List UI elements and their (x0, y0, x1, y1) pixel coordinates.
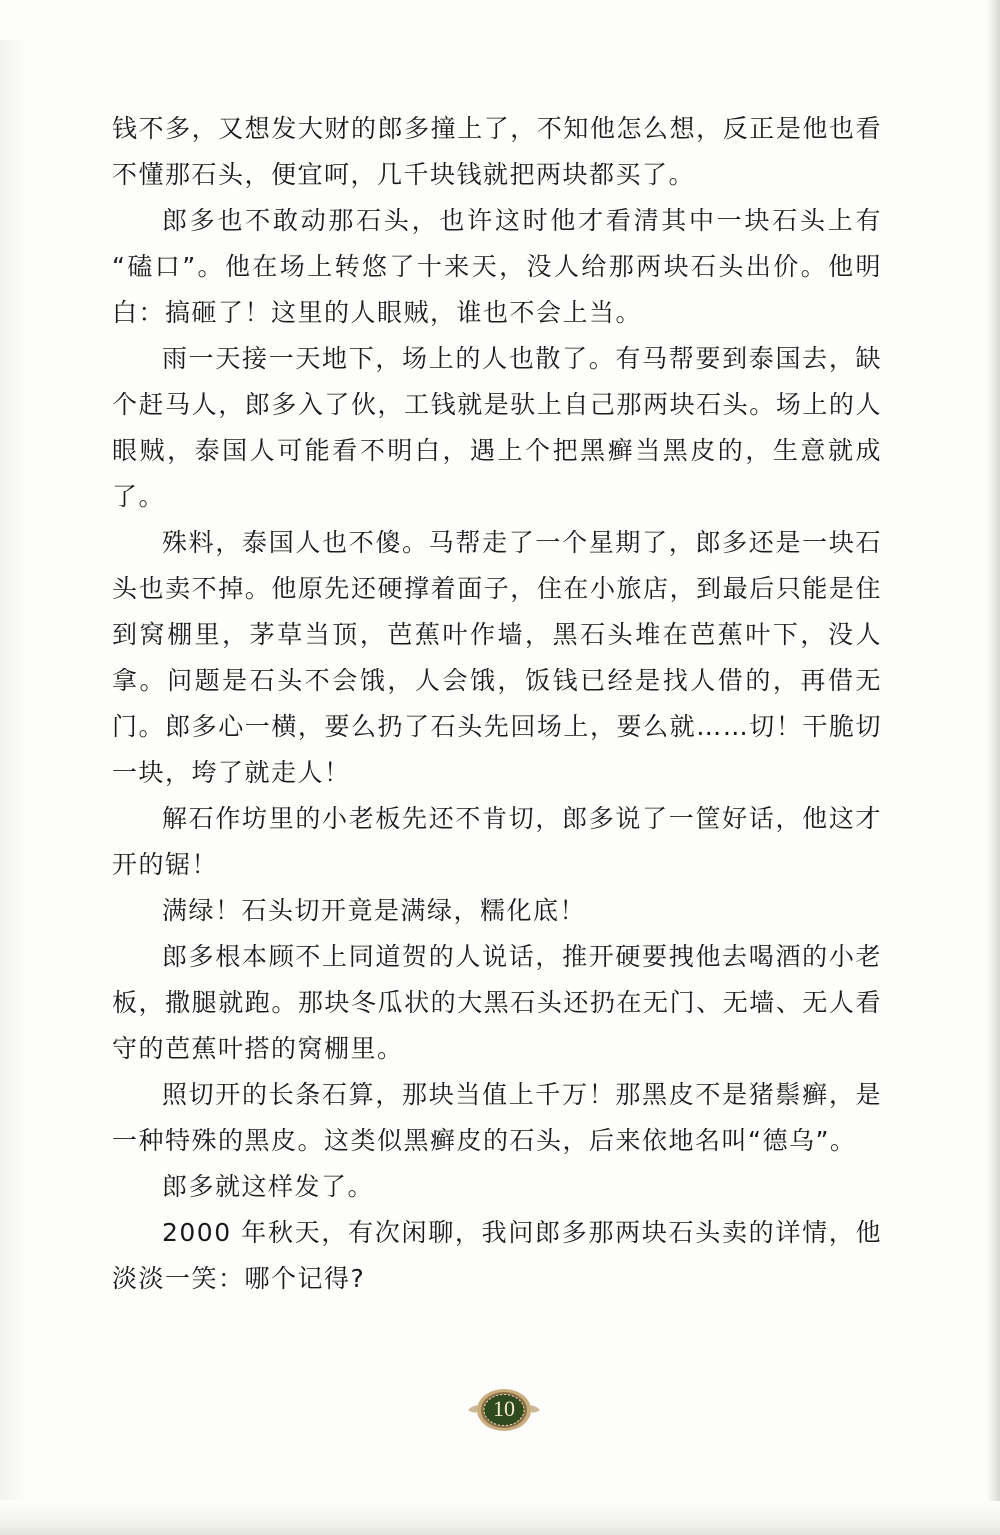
body-text (112, 106, 882, 1302)
paragraph: 照切开的长条石算，那块当值上千万！那黑皮不是猪鬃癣，是一种特殊的黑皮。这类似黑癣皮的石头，后来依地名叫“德乌”。 (112, 1080, 882, 1155)
paragraph: 雨一天接一天地下，场上的人也散了。有马帮要到泰国去，缺个赶马人，郎多入了伙，工钱就是驮上自己那两块石头。场上的人眼贼，泰国人可能看不明白，遇上个把黑癣当黑皮的，生意就成了。 (112, 344, 882, 511)
paragraph: 钱不多，又想发大财的郎多撞上了，不知他怎么想，反正是他也看不懂那石头，便宜呵，几千块钱就把两块都买了。 (112, 114, 882, 189)
paragraph: 殊料，泰国人也不傻。马帮走了一个星期了，郎多还是一块石头也卖不掉。他原先还硬撑着面子，住在小旅店，到最后只能是住到窝棚里，茅草当顶，芭蕉叶作墙，黑石头堆在芭蕉叶下，没人拿。问题是石头不会饿，人会饿，饭钱已经是找人借的，再借无门。郎多心一横，要么扔了石头先回场上，要么就……切！干脆切一块，垮了就走人！ (112, 528, 882, 787)
paragraph: 郎多就这样发了。 (162, 1172, 375, 1201)
paragraph: 2000 年秋天，有次闲聊，我问郎多那两块石头卖的详情，他淡淡一笑：哪个记得? (112, 1218, 882, 1293)
scan-shadow-right (986, 0, 1000, 1535)
page-number: 10 (493, 1396, 515, 1421)
scan-shadow-bottom (0, 1501, 1000, 1535)
paragraph: 解石作坊里的小老板先还不肯切，郎多说了一筐好话，他这才开的锯！ (112, 804, 882, 879)
scan-shadow-left (0, 40, 28, 1500)
paragraph: 满绿！石头切开竟是满绿，糯化底！ (162, 896, 587, 925)
paragraph: 郎多根本顾不上同道贺的人说话，推开硬要拽他去喝酒的小老板，撒腿就跑。那块冬瓜状的大黑石头还扔在无门、无墙、无人看守的芭蕉叶搭的窝棚里。 (112, 942, 882, 1063)
paragraph: 郎多也不敢动那石头，也许这时他才看清其中一块石头上有 “磕口”。他在场上转悠了十来天，没人给那两块石头出价。他明白：搞砸了！这里的人眼贼，谁也不会上当。 (112, 206, 882, 327)
